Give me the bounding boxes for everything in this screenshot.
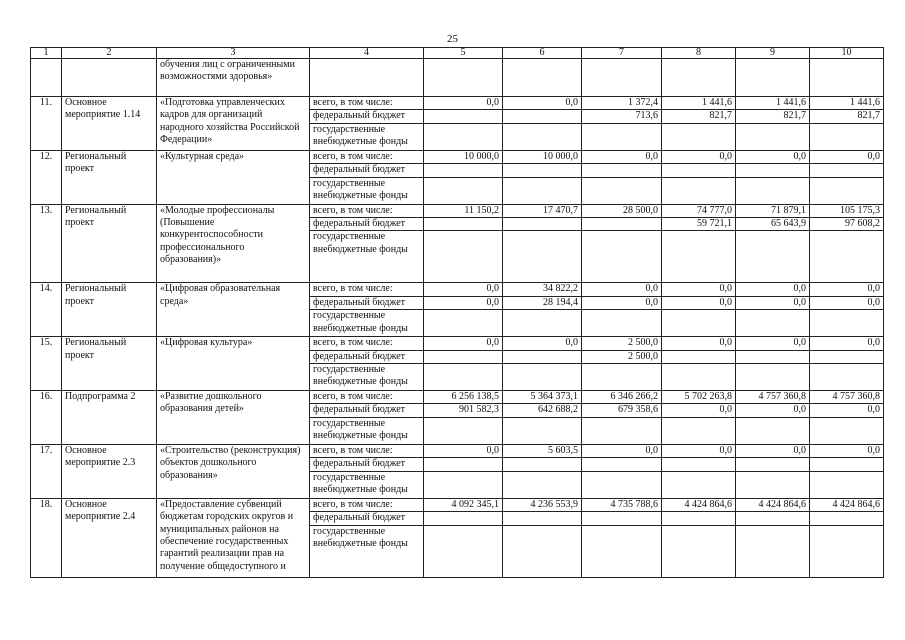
value-cell: 0,0 (736, 337, 810, 350)
value-cell (582, 164, 662, 177)
value-cell: 5 603,5 (503, 444, 582, 457)
row-type: Региональный проект (62, 150, 157, 204)
row-type: Подпрограмма 2 (62, 391, 157, 445)
value-cell (424, 110, 503, 123)
value-cell (736, 417, 810, 444)
value-cell (810, 417, 884, 444)
value-cell: 28 500,0 (582, 204, 662, 217)
value-cell (736, 177, 810, 204)
value-cell (662, 364, 736, 391)
value-cell: 34 822,2 (503, 283, 582, 296)
table-row (31, 204, 884, 217)
value-cell (810, 512, 884, 525)
value-cell (662, 525, 736, 577)
funding-source-label: государственные внебюджетные фонды (310, 177, 424, 204)
column-header: 1 (31, 48, 62, 59)
funding-source-label: всего, в том числе: (310, 391, 424, 404)
row-type: Основное мероприятие 2.4 (62, 498, 157, 577)
row-type: Основное мероприятие 1.14 (62, 97, 157, 151)
funding-source-label: всего, в том числе: (310, 444, 424, 457)
empty-cell (424, 59, 503, 97)
row-name: «Цифровая образовательная среда» (157, 283, 310, 337)
value-cell (582, 231, 662, 283)
value-cell: 0,0 (736, 444, 810, 457)
value-cell: 1 441,6 (736, 97, 810, 110)
value-cell (662, 458, 736, 471)
value-cell (424, 218, 503, 231)
empty-cell (736, 59, 810, 97)
value-cell: 821,7 (810, 110, 884, 123)
value-cell (582, 512, 662, 525)
funding-source-label: федеральный бюджет (310, 218, 424, 231)
value-cell (424, 512, 503, 525)
value-cell: 0,0 (582, 296, 662, 309)
value-cell: 0,0 (662, 404, 736, 417)
funding-source-label: федеральный бюджет (310, 512, 424, 525)
value-cell (424, 231, 503, 283)
value-cell (424, 123, 503, 150)
value-cell: 642 688,2 (503, 404, 582, 417)
value-cell: 97 608,2 (810, 218, 884, 231)
value-cell: 10 000,0 (503, 150, 582, 163)
header-row (31, 48, 884, 59)
value-cell: 1 372,4 (582, 97, 662, 110)
funding-source-label: федеральный бюджет (310, 404, 424, 417)
value-cell: 6 256 138,5 (424, 391, 503, 404)
column-header: 3 (157, 48, 310, 59)
row-type: Региональный проект (62, 337, 157, 391)
funding-source-label: федеральный бюджет (310, 164, 424, 177)
value-cell: 4 424 864,6 (662, 498, 736, 511)
value-cell (810, 123, 884, 150)
funding-source-label: федеральный бюджет (310, 458, 424, 471)
value-cell (662, 512, 736, 525)
table-body (31, 48, 884, 578)
value-cell: 0,0 (810, 444, 884, 457)
value-cell: 0,0 (736, 296, 810, 309)
value-cell (582, 310, 662, 337)
column-header: 10 (810, 48, 884, 59)
funding-source-label: всего, в том числе: (310, 283, 424, 296)
empty-cell (662, 59, 736, 97)
value-cell: 0,0 (662, 337, 736, 350)
funding-source-label: всего, в том числе: (310, 97, 424, 110)
value-cell (503, 525, 582, 577)
value-cell: 0,0 (424, 283, 503, 296)
column-header: 5 (424, 48, 503, 59)
value-cell (503, 458, 582, 471)
value-cell: 4 757 360,8 (736, 391, 810, 404)
row-number: 18. (31, 498, 62, 577)
budget-table (30, 47, 884, 578)
table-row (31, 283, 884, 296)
value-cell: 0,0 (424, 337, 503, 350)
value-cell (736, 350, 810, 363)
value-cell: 0,0 (736, 404, 810, 417)
value-cell (810, 164, 884, 177)
value-cell (503, 350, 582, 363)
value-cell (736, 164, 810, 177)
value-cell (810, 350, 884, 363)
value-cell (810, 231, 884, 283)
value-cell: 5 364 373,1 (503, 391, 582, 404)
row-name: «Предоставление субвенций бюджетам городских округов и муниципальных районов на обеспечение государственных гарантий реализации прав на получение общедоступного и (157, 498, 310, 577)
empty-cell (310, 59, 424, 97)
value-cell: 11 150,2 (424, 204, 503, 217)
value-cell (503, 512, 582, 525)
funding-source-label: федеральный бюджет (310, 350, 424, 363)
value-cell: 4 236 553,9 (503, 498, 582, 511)
value-cell (662, 123, 736, 150)
value-cell (424, 417, 503, 444)
value-cell (662, 177, 736, 204)
value-cell (736, 512, 810, 525)
value-cell (662, 350, 736, 363)
value-cell (810, 458, 884, 471)
value-cell (582, 364, 662, 391)
row-name: «Строительство (реконструкция) объектов дошкольного образования» (157, 444, 310, 498)
row-number: 14. (31, 283, 62, 337)
value-cell: 6 346 266,2 (582, 391, 662, 404)
table-row (31, 444, 884, 457)
value-cell: 1 441,6 (810, 97, 884, 110)
funding-source-label: всего, в том числе: (310, 204, 424, 217)
value-cell: 10 000,0 (424, 150, 503, 163)
column-header: 6 (503, 48, 582, 59)
table-row (31, 337, 884, 350)
value-cell (662, 164, 736, 177)
value-cell (424, 471, 503, 498)
page-number: 25 (447, 33, 458, 45)
row-name: «Молодые профессионалы (Повышение конкурентоспособности профессионального образования)» (157, 204, 310, 283)
value-cell: 17 470,7 (503, 204, 582, 217)
funding-source-label: государственные внебюджетные фонды (310, 310, 424, 337)
value-cell: 821,7 (736, 110, 810, 123)
value-cell (424, 364, 503, 391)
value-cell: 0,0 (424, 296, 503, 309)
row-number: 12. (31, 150, 62, 204)
row-number: 16. (31, 391, 62, 445)
value-cell: 4 735 788,6 (582, 498, 662, 511)
row-name: «Подготовка управленческих кадров для организаций народного хозяйства Российской Федерации» (157, 97, 310, 151)
value-cell: 0,0 (736, 150, 810, 163)
table-row (31, 391, 884, 404)
value-cell (810, 364, 884, 391)
value-cell (662, 471, 736, 498)
value-cell: 4 092 345,1 (424, 498, 503, 511)
value-cell: 1 441,6 (662, 97, 736, 110)
empty-cell (62, 59, 157, 97)
column-header: 8 (662, 48, 736, 59)
empty-cell (582, 59, 662, 97)
column-header: 2 (62, 48, 157, 59)
value-cell (810, 177, 884, 204)
value-cell: 4 424 864,6 (736, 498, 810, 511)
value-cell: 0,0 (810, 283, 884, 296)
value-cell: 0,0 (662, 283, 736, 296)
value-cell: 0,0 (582, 444, 662, 457)
value-cell (503, 417, 582, 444)
value-cell: 65 643,9 (736, 218, 810, 231)
table-row (31, 97, 884, 110)
value-cell: 0,0 (503, 97, 582, 110)
value-cell (736, 458, 810, 471)
value-cell: 4 757 360,8 (810, 391, 884, 404)
value-cell: 105 175,3 (810, 204, 884, 217)
value-cell: 0,0 (810, 296, 884, 309)
value-cell: 0,0 (662, 150, 736, 163)
value-cell (662, 310, 736, 337)
value-cell (424, 525, 503, 577)
value-cell: 28 194,4 (503, 296, 582, 309)
funding-source-label: государственные внебюджетные фонды (310, 471, 424, 498)
value-cell: 901 582,3 (424, 404, 503, 417)
column-header: 4 (310, 48, 424, 59)
table-row (31, 498, 884, 511)
value-cell (424, 164, 503, 177)
value-cell: 0,0 (736, 283, 810, 296)
value-cell: 0,0 (582, 283, 662, 296)
funding-source-label: федеральный бюджет (310, 110, 424, 123)
value-cell (582, 525, 662, 577)
value-cell (736, 471, 810, 498)
funding-source-label: государственные внебюджетные фонды (310, 231, 424, 283)
continuation-name: обучения лиц с ограниченными возможностями здоровья» (157, 59, 310, 97)
value-cell: 713,6 (582, 110, 662, 123)
value-cell: 0,0 (810, 150, 884, 163)
row-number: 15. (31, 337, 62, 391)
value-cell (662, 231, 736, 283)
empty-cell (810, 59, 884, 97)
value-cell: 2 500,0 (582, 337, 662, 350)
value-cell: 2 500,0 (582, 350, 662, 363)
value-cell (582, 123, 662, 150)
row-number: 17. (31, 444, 62, 498)
value-cell (736, 123, 810, 150)
row-type: Региональный проект (62, 283, 157, 337)
value-cell: 74 777,0 (662, 204, 736, 217)
value-cell: 0,0 (582, 150, 662, 163)
value-cell (503, 364, 582, 391)
value-cell (503, 471, 582, 498)
value-cell (424, 350, 503, 363)
value-cell: 0,0 (424, 444, 503, 457)
value-cell (582, 177, 662, 204)
value-cell (503, 123, 582, 150)
empty-cell (503, 59, 582, 97)
empty-cell (31, 59, 62, 97)
value-cell (503, 218, 582, 231)
value-cell (582, 471, 662, 498)
value-cell (503, 310, 582, 337)
value-cell (503, 164, 582, 177)
value-cell: 71 879,1 (736, 204, 810, 217)
funding-source-label: государственные внебюджетные фонды (310, 123, 424, 150)
funding-source-label: государственные внебюджетные фонды (310, 525, 424, 577)
continuation-row (31, 59, 884, 97)
value-cell (810, 310, 884, 337)
value-cell: 821,7 (662, 110, 736, 123)
value-cell (662, 417, 736, 444)
funding-source-label: всего, в том числе: (310, 337, 424, 350)
value-cell (424, 458, 503, 471)
value-cell: 0,0 (810, 404, 884, 417)
value-cell (736, 231, 810, 283)
value-cell: 0,0 (424, 97, 503, 110)
funding-source-label: государственные внебюджетные фонды (310, 417, 424, 444)
column-header: 9 (736, 48, 810, 59)
value-cell: 0,0 (503, 337, 582, 350)
row-number: 11. (31, 97, 62, 151)
table-row (31, 150, 884, 163)
value-cell (582, 417, 662, 444)
value-cell (503, 177, 582, 204)
value-cell: 679 358,6 (582, 404, 662, 417)
value-cell: 5 702 263,8 (662, 391, 736, 404)
funding-source-label: государственные внебюджетные фонды (310, 364, 424, 391)
row-type: Региональный проект (62, 204, 157, 283)
value-cell: 0,0 (662, 296, 736, 309)
value-cell: 59 721,1 (662, 218, 736, 231)
value-cell: 0,0 (662, 444, 736, 457)
value-cell (582, 218, 662, 231)
column-header: 7 (582, 48, 662, 59)
funding-source-label: всего, в том числе: (310, 498, 424, 511)
value-cell (736, 364, 810, 391)
value-cell (582, 458, 662, 471)
value-cell (736, 310, 810, 337)
value-cell: 0,0 (810, 337, 884, 350)
funding-source-label: федеральный бюджет (310, 296, 424, 309)
value-cell (736, 525, 810, 577)
row-name: «Развитие дошкольного образования детей» (157, 391, 310, 445)
row-name: «Цифровая культура» (157, 337, 310, 391)
value-cell: 4 424 864,6 (810, 498, 884, 511)
row-number: 13. (31, 204, 62, 283)
value-cell (810, 525, 884, 577)
row-type: Основное мероприятие 2.3 (62, 444, 157, 498)
funding-source-label: всего, в том числе: (310, 150, 424, 163)
value-cell (810, 471, 884, 498)
row-name: «Культурная среда» (157, 150, 310, 204)
value-cell (424, 310, 503, 337)
value-cell (503, 231, 582, 283)
value-cell (503, 110, 582, 123)
value-cell (424, 177, 503, 204)
